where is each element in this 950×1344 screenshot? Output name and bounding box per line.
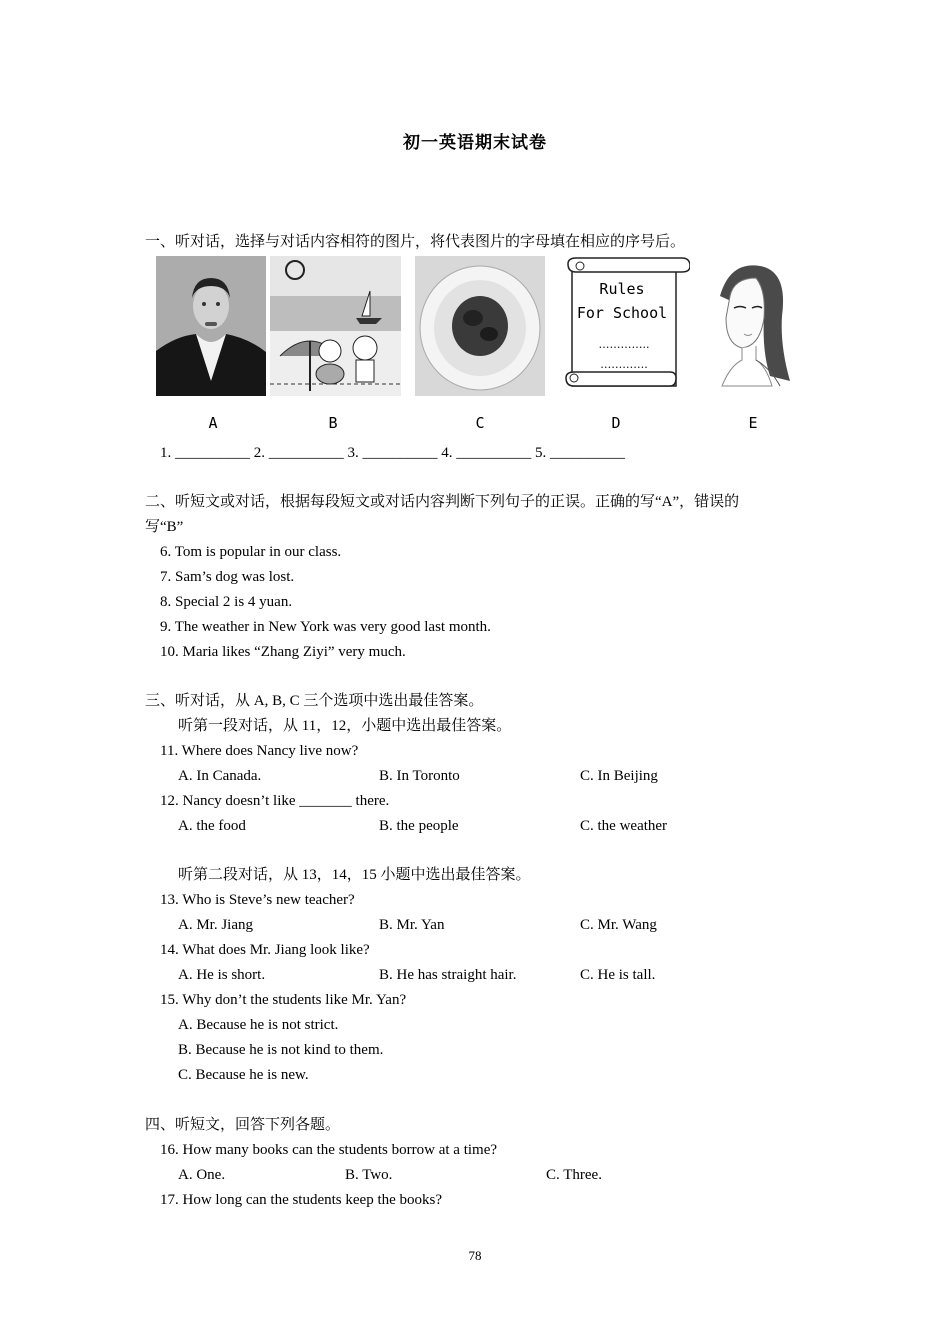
question-15: 15. Why don’t the students like Mr. Yan? bbox=[160, 992, 407, 1008]
picture-label-c: C bbox=[475, 414, 485, 432]
question-6: 6. Tom is popular in our class. bbox=[160, 544, 342, 560]
question-13: 13. Who is Steve’s new teacher? bbox=[160, 892, 355, 908]
scroll-dots1: ………….. bbox=[598, 338, 650, 351]
q11-option-b: B. In Toronto bbox=[379, 768, 460, 784]
section4-heading: 四、听短文，回答下列各题。 bbox=[145, 1117, 341, 1133]
question-14: 14. What does Mr. Jiang look like? bbox=[160, 942, 370, 958]
q15-option-a: A. Because he is not strict. bbox=[178, 1017, 339, 1033]
question-8: 8. Special 2 is 4 yuan. bbox=[160, 594, 293, 610]
section3-heading: 三、听对话，从 A, B, C 三个选项中选出最佳答案。 bbox=[145, 693, 484, 709]
q16-option-c: C. Three. bbox=[546, 1167, 602, 1183]
scroll-dots2: …………. bbox=[600, 358, 648, 371]
question-10: 10. Maria likes “Zhang Ziyi” very much. bbox=[160, 644, 406, 660]
q13-option-a: A. Mr. Jiang bbox=[178, 917, 253, 933]
question-12: 12. Nancy doesn’t like _______ there. bbox=[160, 793, 390, 809]
section3-sub1: 听第一段对话，从 11，12，小题中选出最佳答案。 bbox=[178, 718, 512, 734]
picture-label-b: B bbox=[328, 414, 338, 432]
picture-label-e: E bbox=[748, 414, 758, 432]
q16-option-b: B. Two. bbox=[345, 1167, 393, 1183]
q12-option-a: A. the food bbox=[178, 818, 246, 834]
section2-heading-cont: 写“B” bbox=[145, 519, 184, 535]
picture-label-d: D bbox=[611, 414, 621, 432]
question-11: 11. Where does Nancy live now? bbox=[160, 743, 359, 759]
picture-b-beach-cartoon bbox=[270, 256, 401, 396]
picture-e-woman-sketch bbox=[700, 256, 795, 396]
picture-c-noodles bbox=[415, 256, 545, 396]
section1-heading: 一、听对话，选择与对话内容相符的图片，将代表图片的字母填在相应的序号后。 bbox=[145, 234, 686, 250]
page-number: 78 bbox=[468, 1248, 482, 1263]
q11-option-c: C. In Beijing bbox=[580, 768, 658, 784]
picture-d-rules-scroll bbox=[560, 256, 690, 396]
q11-option-a: A. In Canada. bbox=[178, 768, 262, 784]
q12-option-b: B. the people bbox=[379, 818, 459, 834]
section3-sub2: 听第二段对话，从 13，14，15 小题中选出最佳答案。 bbox=[178, 867, 531, 883]
question-16: 16. How many books can the students borrow at a time? bbox=[160, 1142, 498, 1158]
answer-blanks-1-5: 1. __________ 2. __________ 3. __________ 4. __________ 5. __________ bbox=[160, 445, 625, 461]
q14-option-c: C. He is tall. bbox=[580, 967, 656, 983]
question-7: 7. Sam’s dog was lost. bbox=[160, 569, 295, 585]
scroll-line2: For School bbox=[576, 304, 668, 322]
picture-a-man-photo bbox=[156, 256, 266, 396]
q16-option-a: A. One. bbox=[178, 1167, 226, 1183]
q15-option-c: C. Because he is new. bbox=[178, 1067, 309, 1083]
page-title: 初一英语期末试卷 bbox=[403, 133, 547, 152]
q13-option-b: B. Mr. Yan bbox=[379, 917, 445, 933]
q13-option-c: C. Mr. Wang bbox=[580, 917, 657, 933]
q14-option-b: B. He has straight hair. bbox=[379, 967, 517, 983]
q12-option-c: C. the weather bbox=[580, 818, 668, 834]
q14-option-a: A. He is short. bbox=[178, 967, 266, 983]
q15-option-b: B. Because he is not kind to them. bbox=[178, 1042, 384, 1058]
scroll-line1: Rules bbox=[599, 280, 645, 298]
section2-heading: 二、听短文或对话，根据每段短文或对话内容判断下列句子的正误。正确的写“A”，错误的 bbox=[145, 494, 740, 510]
picture-label-a: A bbox=[208, 414, 218, 432]
question-17: 17. How long can the students keep the books? bbox=[160, 1192, 443, 1208]
question-9: 9. The weather in New York was very good last month. bbox=[160, 619, 491, 635]
